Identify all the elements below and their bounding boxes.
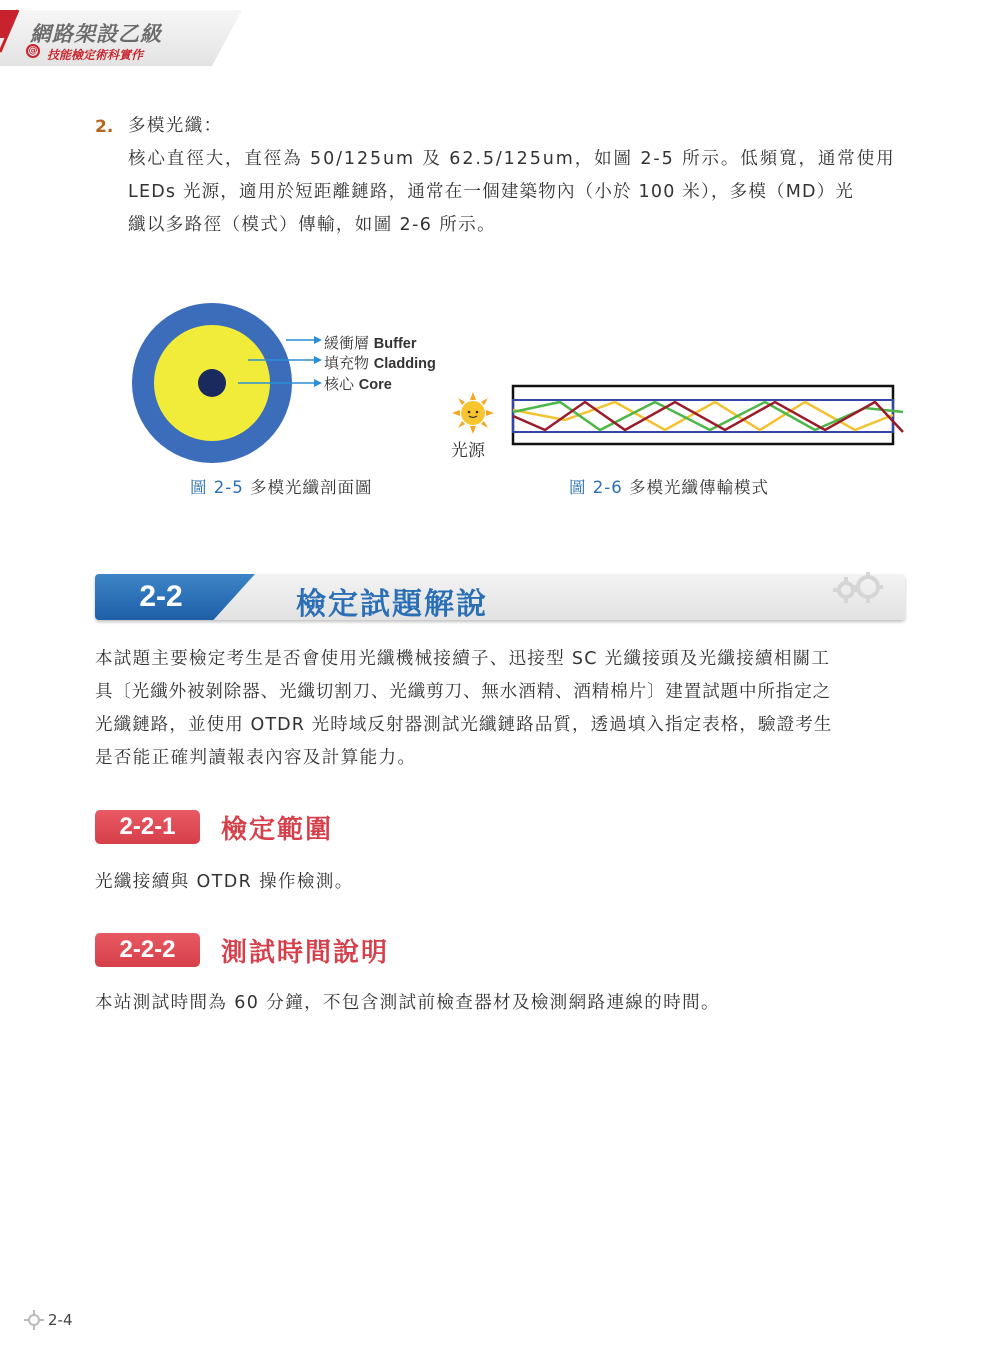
light-source-label: 光源 (451, 441, 485, 461)
item-line: 核心直徑大，直徑為 50/125um 及 62.5/125um，如圖 2-5 所示。低頻寬，通常使用 (128, 149, 896, 169)
subsection-1-text: 光纖接續與 OTDR 操作檢測。 (95, 872, 354, 892)
item-line: 纖以多路徑（模式）傳輸，如圖 2-6 所示。 (128, 215, 497, 235)
item-number: 2. (95, 117, 114, 137)
section-line: 本試題主要檢定考生是否會使用光纖機械接續子、迅接型 SC 光纖接頭及光纖接續相關工 (95, 649, 831, 669)
section-line: 是否能正確判讀報表內容及計算能力。 (95, 748, 417, 768)
sun-icon (452, 392, 494, 434)
figure-2-5-caption: 圖 2-5 多模光纖剖面圖 (190, 478, 373, 497)
subsection-2-text: 本站測試時間為 60 分鐘，不包含測試前檢查器材及檢測網路連線的時間。 (95, 993, 720, 1013)
at-icon: @ (26, 44, 40, 58)
gear-icon (24, 1310, 44, 1330)
item-paragraph (128, 143, 908, 242)
subsection-1-title: 檢定範圍 (221, 815, 334, 845)
subsection-1-number: 2-2-1 (95, 810, 200, 844)
fiber-outer (513, 386, 893, 444)
gears-icon (828, 572, 888, 606)
book-title: 網路架設乙級 (30, 22, 162, 46)
section-paragraph (95, 643, 910, 775)
subsection-2-title: 測試時間說明 (221, 938, 390, 968)
page-number: 2-4 (48, 1311, 73, 1329)
section-line: 光纖鏈路，並使用 OTDR 光時域反射器測試光纖鏈路品質，透過填入指定表格，驗證考生 (95, 715, 833, 735)
section-title: 檢定試題解說 (296, 587, 488, 622)
label-core: 核心 Core (324, 375, 392, 393)
figure-2-6-caption: 圖 2-6 多模光纖傳輸模式 (569, 478, 769, 497)
core-layer (198, 369, 226, 397)
section-line: 具〔光纖外被剝除器、光纖切割刀、光纖剪刀、無水酒精、酒精棉片〕建置試題中所指定之 (95, 682, 831, 702)
label-arrows (238, 330, 328, 390)
item-title: 多模光纖： (128, 116, 223, 136)
item-line: LEDs 光源，適用於短距離鏈路，通常在一個建築物內（小於 100 米），多模（MD）光 (128, 182, 855, 202)
label-cladding: 填充物 Cladding (324, 354, 436, 372)
book-subtitle: 技能檢定術科實作 (47, 48, 144, 62)
subsection-2-number: 2-2-2 (95, 933, 200, 967)
label-buffer: 緩衝層 Buffer (324, 334, 417, 352)
fiber-transmission-diagram (505, 382, 905, 450)
section-number: 2-2 (139, 580, 183, 613)
